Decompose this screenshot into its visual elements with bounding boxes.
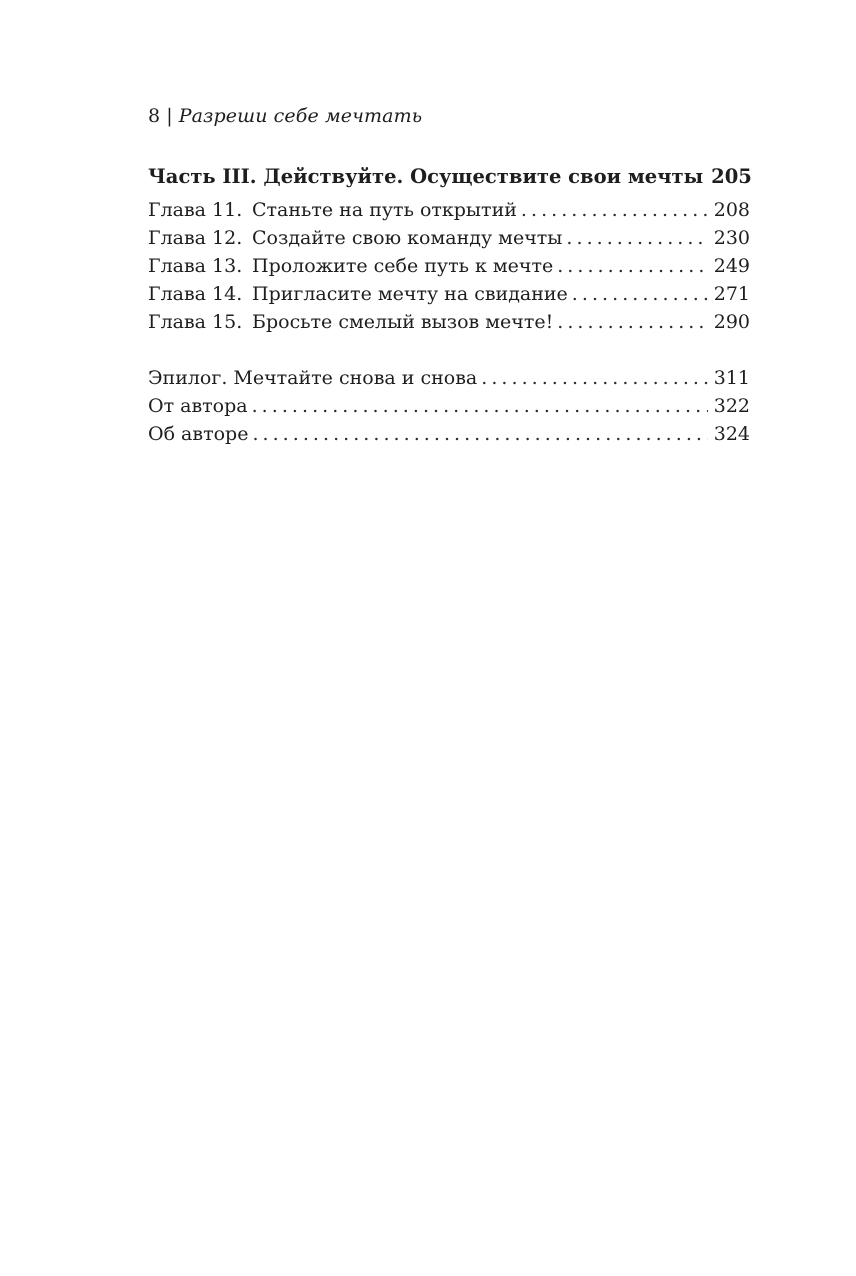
toc-chapter-entry xyxy=(148,308,750,336)
chapter-page-number: 249 xyxy=(713,255,750,277)
chapter-page-number: 271 xyxy=(713,283,750,305)
chapter-label: Глава 11. xyxy=(148,199,243,221)
toc-back-matter-section xyxy=(148,364,750,448)
toc-part-section xyxy=(148,162,750,336)
chapter-title: Проложите себе путь к мечте xyxy=(252,255,554,277)
chapter-label: Глава 15. xyxy=(148,311,243,333)
toc-chapter-entry xyxy=(148,280,750,308)
dot-leader xyxy=(252,420,708,448)
dot-leader xyxy=(557,252,708,280)
back-matter-page-number: 311 xyxy=(713,367,750,389)
chapter-label: Глава 14. xyxy=(148,283,243,305)
chapter-title: Станьте на путь открытий xyxy=(252,199,517,221)
back-matter-title: От автора xyxy=(148,395,248,417)
page-number: 8 xyxy=(148,105,161,127)
back-matter-title: Эпилог. Мечтайте снова и снова xyxy=(148,367,478,389)
back-matter-page-number: 322 xyxy=(713,395,750,417)
part-title: Часть III. Действуйте. Осуществите свои мечты xyxy=(148,165,704,188)
running-head xyxy=(148,103,422,129)
chapter-page-number: 290 xyxy=(713,311,750,333)
dot-leader xyxy=(481,364,708,392)
toc-chapter-entry xyxy=(148,252,750,280)
dot-leader xyxy=(566,224,708,252)
dot-leader xyxy=(521,196,708,224)
chapter-label: Глава 13. xyxy=(148,255,243,277)
chapter-page-number: 208 xyxy=(713,199,750,221)
chapter-title: Создайте свою команду мечты xyxy=(252,227,563,249)
toc-back-matter-entry xyxy=(148,364,750,392)
toc-chapter-entry xyxy=(148,224,750,252)
running-head-separator: | xyxy=(166,105,173,127)
toc-back-matter-entry xyxy=(148,420,750,448)
dot-leader xyxy=(557,308,708,336)
back-matter-title: Об авторе xyxy=(148,423,249,445)
chapter-page-number: 230 xyxy=(713,227,750,249)
toc-back-matter-entry xyxy=(148,392,750,420)
toc-chapter-entry xyxy=(148,196,750,224)
back-matter-page-number: 324 xyxy=(713,423,750,445)
dot-leader xyxy=(252,392,708,420)
book-title: Разреши себе мечтать xyxy=(178,105,423,127)
toc-part-entry xyxy=(148,162,750,196)
chapter-title: Бросьте смелый вызов мечте! xyxy=(252,311,554,333)
chapter-label: Глава 12. xyxy=(148,227,243,249)
dot-leader xyxy=(572,280,708,308)
chapter-title: Пригласите мечту на свидание xyxy=(252,283,568,305)
part-page-number: 205 xyxy=(711,165,752,188)
